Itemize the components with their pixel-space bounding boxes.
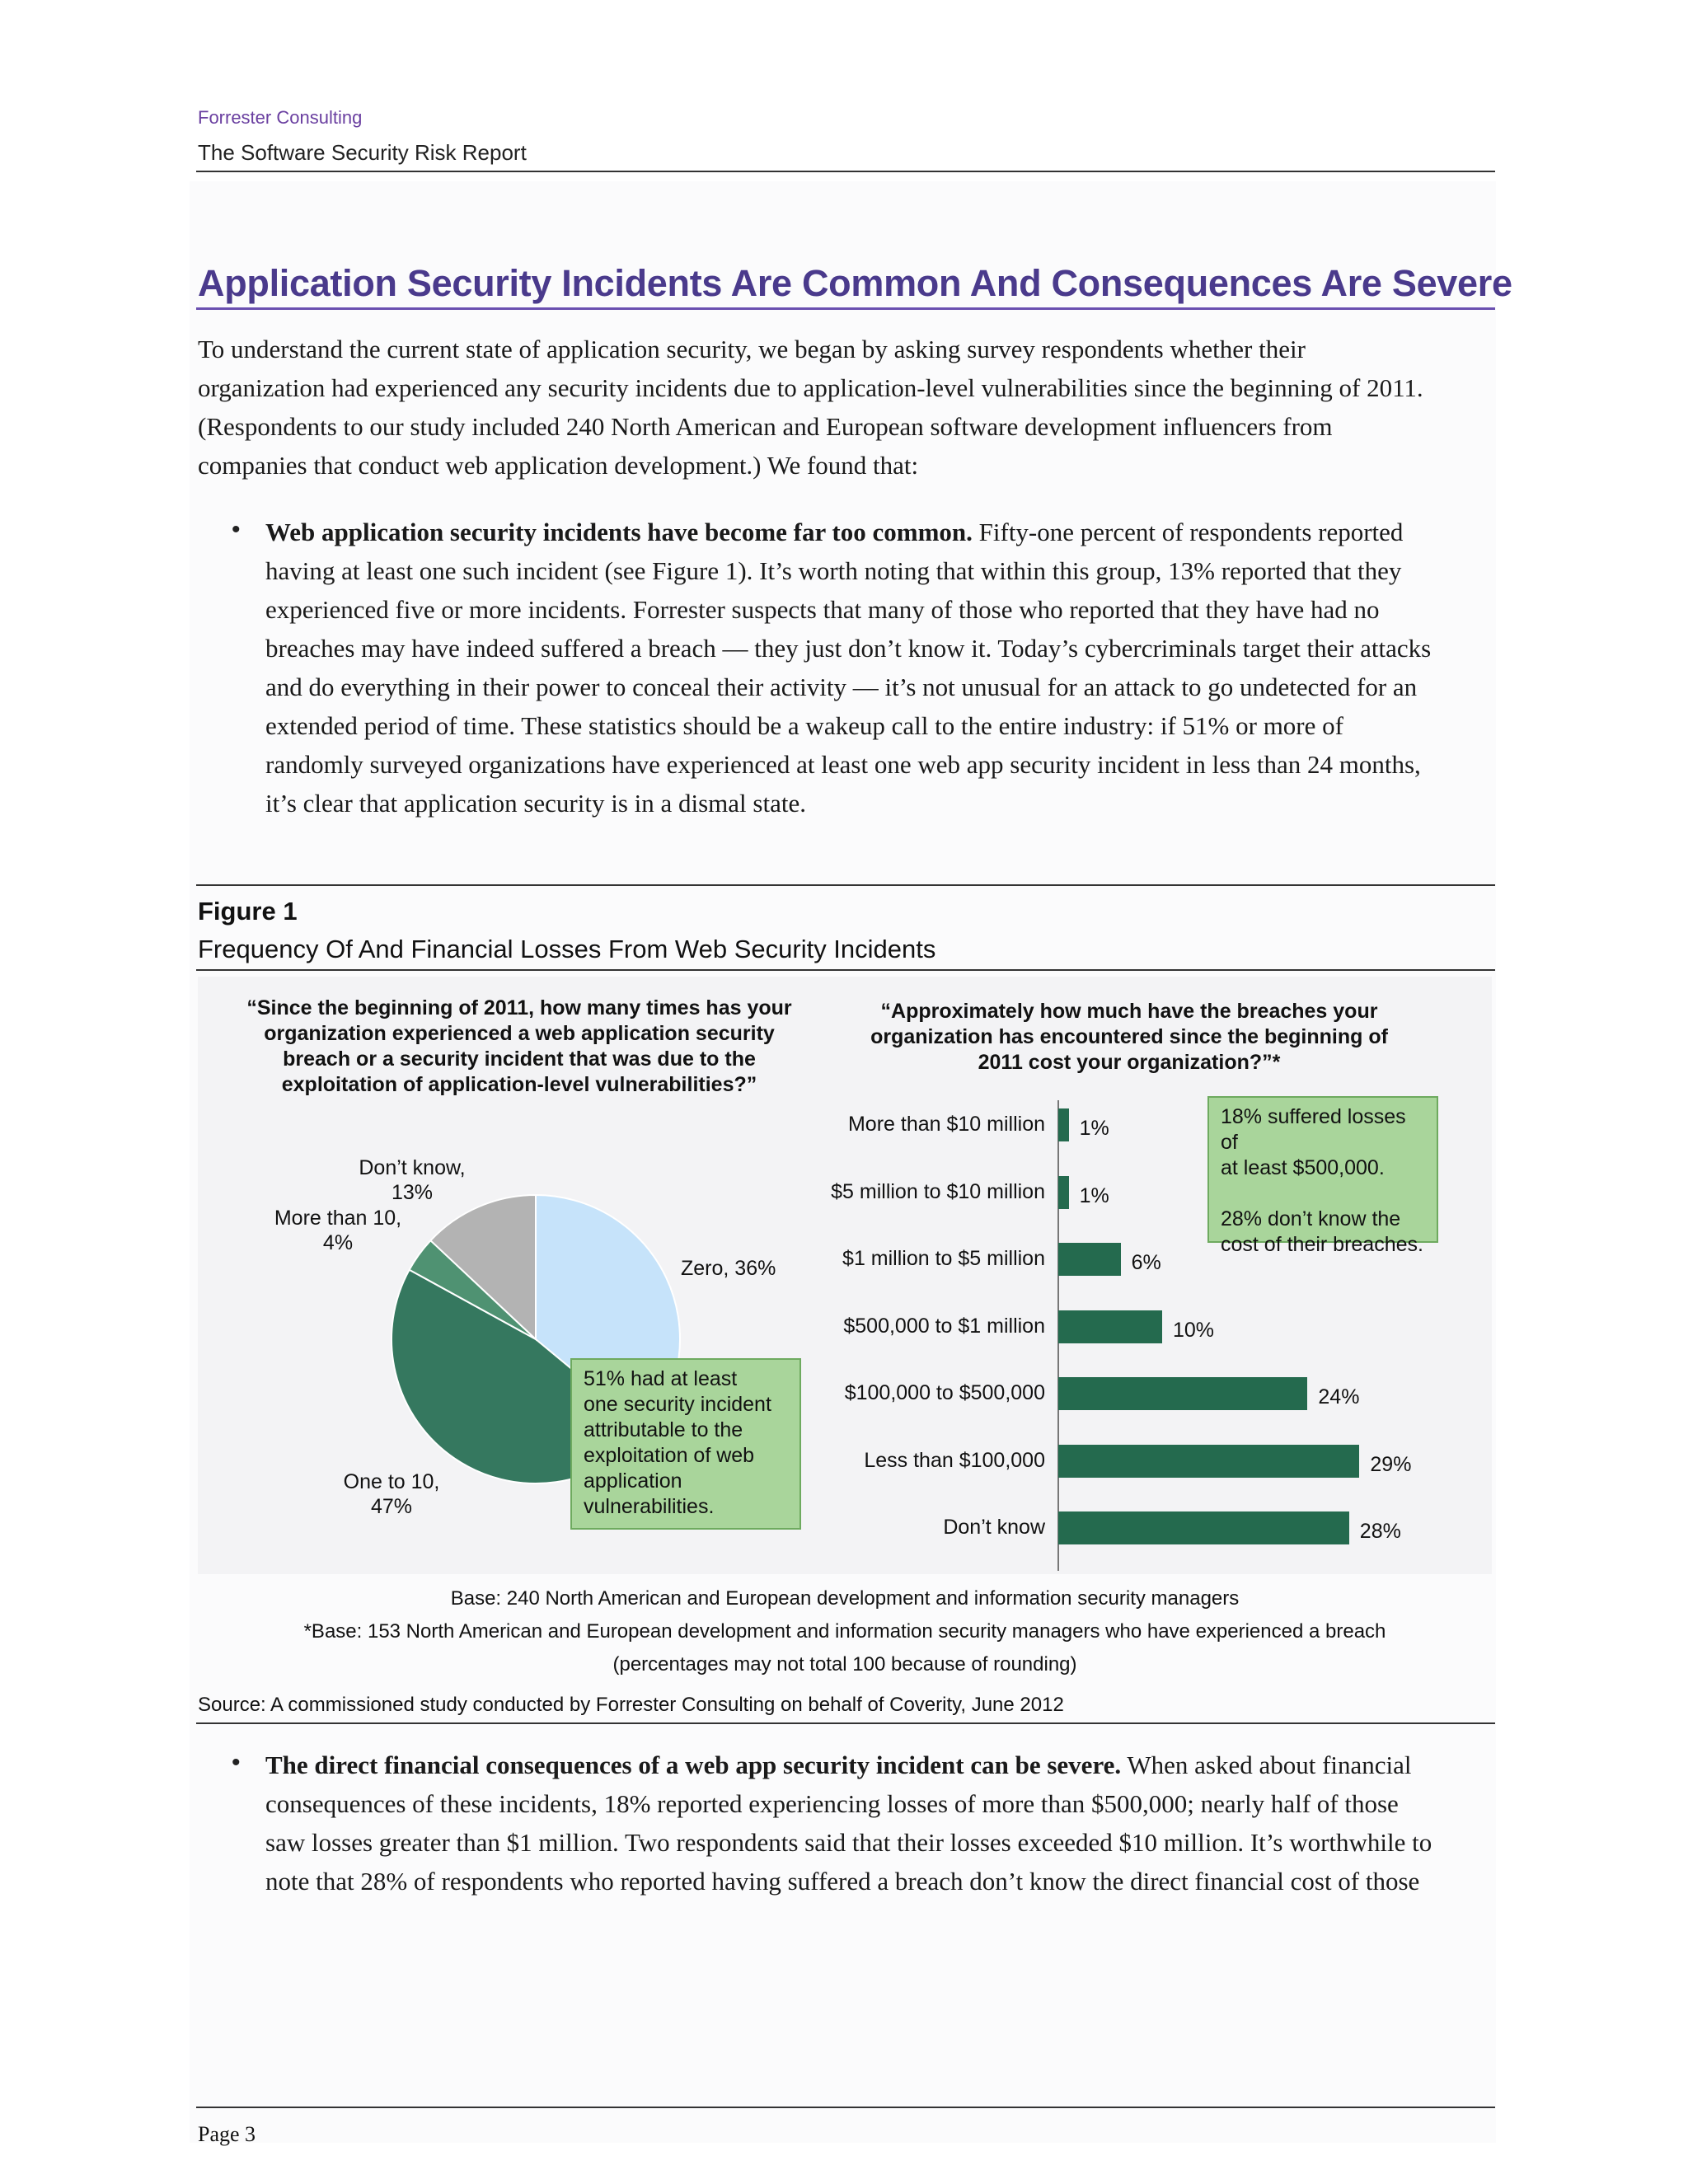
brand-name: Forrester Consulting — [198, 107, 363, 128]
bullet-line: breaches may have indeed suffered a breach — they just don’t know it. Today’s cybercriminals target their attacks — [265, 634, 1432, 663]
intro-line: companies that conduct web application development.) We found that: — [198, 451, 919, 480]
bullet-line: randomly surveyed organizations have experienced at least one web app security incident in less than 24 months, — [265, 750, 1421, 779]
intro-line: (Respondents to our study included 240 North American and European software development influencers from — [198, 412, 1333, 441]
footer-divider — [196, 2107, 1495, 2108]
bar — [1058, 1176, 1069, 1209]
label-line: 13% — [391, 1181, 434, 1204]
bar-value-label: 24% — [1318, 1385, 1360, 1408]
bullet-line: saw losses greater than $1 million. Two respondents said that their losses exceeded $10 million. It’s worthwhile to — [265, 1828, 1432, 1857]
bullet-line: experienced five or more incidents. Forrester suspects that many of those who reported that they have had no — [265, 595, 1380, 624]
base-note: (percentages may not total 100 because of rounding) — [612, 1653, 1077, 1675]
callout-line: 28% don’t know the — [1221, 1207, 1401, 1230]
callout-line: 51% had at least — [584, 1367, 738, 1390]
pie-callout — [570, 1358, 801, 1530]
callout-line: cost of their breaches. — [1221, 1233, 1423, 1256]
figure-bottom-rule — [196, 1722, 1495, 1724]
question-line: organization experienced a web application security — [264, 1022, 775, 1045]
bullet-line: and do everything in their power to conceal their activity — it’s not unusual for an attack to go undetected for an — [265, 673, 1418, 701]
bar-value-label: 28% — [1359, 1520, 1401, 1543]
question-line: 2011 cost your organization?”* — [978, 1051, 1281, 1074]
figure-title-rule — [196, 969, 1495, 971]
label-line: Don’t know, — [359, 1156, 466, 1179]
bullet-line: note that 28% of respondents who reported having suffered a breach don’t know the direct financial cost of those — [265, 1867, 1420, 1896]
bar — [1058, 1310, 1162, 1343]
bar — [1058, 1377, 1307, 1410]
intro-line: To understand the current state of application security, we began by asking survey respondents whether their — [198, 335, 1306, 363]
base-note: *Base: 153 North American and European development and information security managers who have experienced a breach — [303, 1620, 1386, 1643]
callout-line: 18% suffered losses of — [1221, 1105, 1406, 1154]
heading-underline — [196, 307, 1495, 310]
bullet-lead: The direct financial consequences of a web app security incident can be severe. — [265, 1750, 1122, 1779]
figure-title: Frequency Of And Financial Losses From Web Security Incidents — [198, 935, 936, 963]
bar — [1058, 1511, 1349, 1544]
bar-value-label: 1% — [1079, 1183, 1109, 1207]
bar — [1058, 1108, 1069, 1141]
question-line: exploitation of application-level vulnerabilities?” — [281, 1073, 757, 1096]
bullet-line: it’s clear that application security is in a dismal state. — [265, 789, 806, 818]
bar-category-label: More than $10 million — [847, 1113, 1045, 1136]
bar-category-label: Don’t know — [943, 1516, 1045, 1539]
callout-line: attributable to the — [584, 1418, 743, 1441]
pie-label-one-to-10 — [313, 1469, 470, 1519]
bullet-paragraph-2 — [265, 1746, 1493, 1900]
bullet-paragraph-1 — [265, 513, 1493, 823]
bar-category-label: $500,000 to $1 million — [843, 1314, 1045, 1338]
bar-category-label: $100,000 to $500,000 — [844, 1381, 1045, 1404]
bullet-dot: • — [232, 1749, 241, 1776]
bar-category-label: Less than $100,000 — [864, 1448, 1045, 1472]
bar-category-label: $1 million to $5 million — [842, 1247, 1045, 1270]
callout-line: vulnerabilities. — [584, 1495, 715, 1518]
bullet-text: When asked about financial — [1121, 1750, 1412, 1779]
question-line: organization has encountered since the beginning of — [870, 1025, 1388, 1048]
bullet-lead: Web application security incidents have become far too common. — [265, 518, 973, 546]
figure-label: Figure 1 — [198, 897, 298, 926]
bullet-text: Fifty-one percent of respondents reported — [972, 518, 1404, 546]
bar-question — [824, 999, 1434, 1076]
intro-line: organization had experienced any security incidents due to application-level vulnerabilities since the beginning of 2011. — [198, 373, 1423, 402]
question-line: “Approximately how much have the breaches your — [880, 1000, 1378, 1023]
intro-paragraph — [198, 330, 1492, 485]
bar-category-label: $5 million to $10 million — [831, 1179, 1045, 1203]
question-line: breach or a security incident that was due to the — [283, 1047, 756, 1071]
label-line: One to 10, — [343, 1470, 440, 1493]
question-line: “Since the beginning of 2011, how many times has your — [246, 996, 792, 1019]
bullet-line: having at least one such incident (see Figure 1). It’s worth noting that within this group, 13% reported that they — [265, 556, 1402, 585]
bullet-dot: • — [232, 516, 241, 543]
bar-value-label: 29% — [1370, 1452, 1412, 1476]
bar — [1058, 1445, 1359, 1478]
pie-label-dont-know — [330, 1155, 495, 1205]
callout-line: one security incident — [584, 1393, 771, 1416]
figure-top-rule — [196, 884, 1495, 886]
section-heading: Application Security Incidents Are Common And Consequences Are Severe — [198, 262, 1512, 304]
callout-line — [1221, 1181, 1425, 1207]
bar-callout — [1207, 1096, 1438, 1256]
bar — [1058, 1243, 1121, 1276]
label-line: 47% — [370, 1495, 413, 1518]
callout-line: application — [584, 1469, 682, 1493]
callout-line: at least $500,000. — [1221, 1156, 1385, 1179]
header-divider — [196, 171, 1495, 172]
pie-question — [223, 996, 816, 1098]
pie-label-zero: Zero, 36% — [681, 1257, 776, 1280]
figure-source: Source: A commissioned study conducted by Forrester Consulting on behalf of Coverity, June 2012 — [198, 1694, 1064, 1716]
page-number: Page 3 — [198, 2122, 256, 2146]
pie-label-more-than-10 — [260, 1206, 416, 1255]
report-title: The Software Security Risk Report — [198, 140, 527, 165]
base-note: Base: 240 North American and European development and information security managers — [450, 1587, 1240, 1610]
bar-value-label: 6% — [1131, 1251, 1161, 1274]
label-line: 4% — [322, 1231, 354, 1254]
bar-value-label: 10% — [1173, 1318, 1215, 1342]
callout-line: exploitation of web — [584, 1444, 755, 1467]
label-line: More than 10, — [274, 1207, 402, 1230]
bullet-line: extended period of time. These statistics should be a wakeup call to the entire industry: if 51% or more of — [265, 711, 1343, 740]
bullet-line: consequences of these incidents, 18% reported experiencing losses of more than $500,000; nearly half of those — [265, 1789, 1399, 1818]
bar-value-label: 1% — [1079, 1117, 1109, 1140]
